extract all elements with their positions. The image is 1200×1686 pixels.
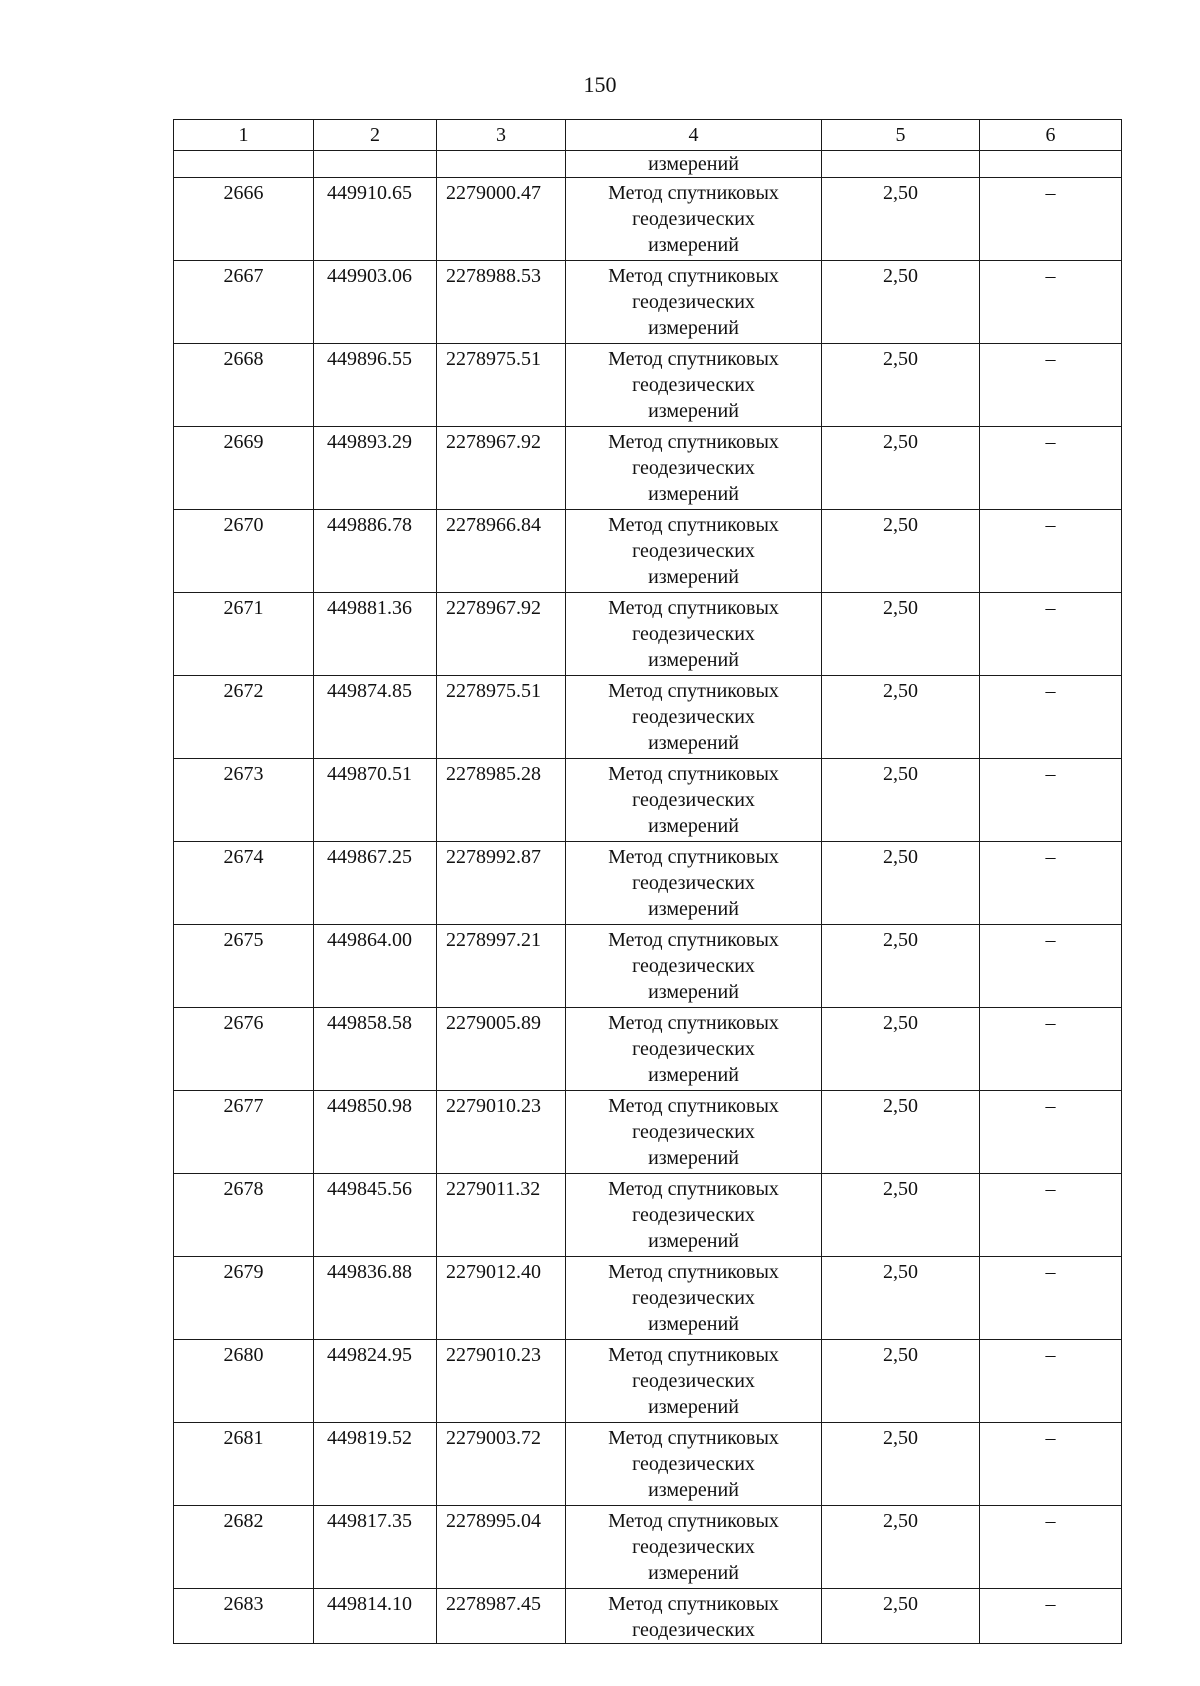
method-line: Метод спутниковых (608, 1095, 779, 1117)
method-line: измерений (648, 1064, 739, 1086)
table-row (174, 1091, 1122, 1174)
x-coordinate-cell: 449893.29 (314, 427, 437, 510)
x-coordinate-cell: 449817.35 (314, 1506, 437, 1589)
note-cell: – (980, 1008, 1122, 1091)
method-cell (566, 1506, 822, 1589)
accuracy-cell: 2,50 (822, 759, 980, 842)
method-line: измерений (648, 732, 739, 754)
point-number-cell: 2674 (174, 842, 314, 925)
x-coordinate-cell: 449881.36 (314, 593, 437, 676)
column-header: 2 (314, 120, 437, 151)
method-cell (566, 344, 822, 427)
table-row (174, 1423, 1122, 1506)
x-coordinate-cell: 449903.06 (314, 261, 437, 344)
method-line: геодезических (632, 1287, 755, 1309)
method-cell (566, 676, 822, 759)
y-coordinate-cell: 2278966.84 (437, 510, 566, 593)
accuracy-cell: 2,50 (822, 1257, 980, 1340)
note-cell: – (980, 1423, 1122, 1506)
accuracy-cell: 2,50 (822, 1423, 980, 1506)
accuracy-cell: 2,50 (822, 1091, 980, 1174)
y-coordinate-cell: 2278985.28 (437, 759, 566, 842)
method-line: измерений (648, 898, 739, 920)
method-line: геодезических (632, 623, 755, 645)
method-line: геодезических (632, 457, 755, 479)
method-line: геодезических (632, 291, 755, 313)
coordinates-table (173, 119, 1122, 1644)
method-line: Метод спутниковых (608, 1427, 779, 1449)
method-line: геодезических (632, 789, 755, 811)
note-cell: – (980, 1091, 1122, 1174)
method-line: Метод спутниковых (608, 680, 779, 702)
accuracy-cell: 2,50 (822, 1008, 980, 1091)
method-line: геодезических (632, 1121, 755, 1143)
method-cell (566, 1257, 822, 1340)
point-number-cell: 2679 (174, 1257, 314, 1340)
method-cell (566, 261, 822, 344)
method-line: геодезических (632, 1453, 755, 1475)
table-row (174, 344, 1122, 427)
accuracy-cell: 2,50 (822, 510, 980, 593)
method-line: Метод спутниковых (608, 1178, 779, 1200)
method-line: Метод спутниковых (608, 348, 779, 370)
accuracy-cell: 2,50 (822, 344, 980, 427)
method-line: Метод спутниковых (608, 1510, 779, 1532)
y-coordinate-cell: 2278975.51 (437, 344, 566, 427)
accuracy-cell: 2,50 (822, 178, 980, 261)
method-line: измерений (648, 815, 739, 837)
method-cell (566, 1340, 822, 1423)
table-row (174, 593, 1122, 676)
empty-cell (314, 151, 437, 178)
table-row (174, 178, 1122, 261)
y-coordinate-cell: 2279012.40 (437, 1257, 566, 1340)
method-line: измерений (648, 1562, 739, 1584)
point-number-cell: 2669 (174, 427, 314, 510)
method-line: Метод спутниковых (608, 763, 779, 785)
header-row (174, 120, 1122, 151)
x-coordinate-cell: 449824.95 (314, 1340, 437, 1423)
note-cell: – (980, 1340, 1122, 1423)
page-number: 150 (583, 72, 617, 97)
method-line: измерений (648, 483, 739, 505)
x-coordinate-cell: 449819.52 (314, 1423, 437, 1506)
method-cell (566, 1008, 822, 1091)
method-line: измерений (648, 317, 739, 339)
point-number-cell: 2671 (174, 593, 314, 676)
point-number-cell: 2670 (174, 510, 314, 593)
method-line: измерений (648, 649, 739, 671)
method-cell (566, 510, 822, 593)
point-number-cell: 2673 (174, 759, 314, 842)
table-row (174, 1257, 1122, 1340)
x-coordinate-cell: 449850.98 (314, 1091, 437, 1174)
method-line: измерений (648, 400, 739, 422)
method-line: измерений (648, 1396, 739, 1418)
x-coordinate-cell: 449836.88 (314, 1257, 437, 1340)
point-number-cell: 2666 (174, 178, 314, 261)
table-row (174, 427, 1122, 510)
x-coordinate-cell: 449874.85 (314, 676, 437, 759)
y-coordinate-cell: 2279010.23 (437, 1091, 566, 1174)
continuation-row (174, 151, 1122, 178)
note-cell: – (980, 344, 1122, 427)
table-row (174, 1506, 1122, 1589)
method-cell (566, 593, 822, 676)
empty-cell (822, 151, 980, 178)
method-line: геодезических (632, 374, 755, 396)
method-line: геодезических (632, 540, 755, 562)
x-coordinate-cell: 449814.10 (314, 1589, 437, 1644)
table-row (174, 676, 1122, 759)
point-number-cell: 2677 (174, 1091, 314, 1174)
note-cell: – (980, 178, 1122, 261)
method-line: геодезических (632, 1619, 755, 1641)
x-coordinate-cell: 449858.58 (314, 1008, 437, 1091)
table-row (174, 925, 1122, 1008)
column-header: 4 (566, 120, 822, 151)
method-cell (566, 759, 822, 842)
table-row (174, 1589, 1122, 1644)
method-line: геодезических (632, 955, 755, 977)
method-line: геодезических (632, 1204, 755, 1226)
accuracy-cell: 2,50 (822, 593, 980, 676)
method-cell (566, 925, 822, 1008)
y-coordinate-cell: 2278988.53 (437, 261, 566, 344)
x-coordinate-cell: 449845.56 (314, 1174, 437, 1257)
continuation-text: измерений (566, 151, 822, 178)
empty-cell (980, 151, 1122, 178)
x-coordinate-cell: 449886.78 (314, 510, 437, 593)
point-number-cell: 2683 (174, 1589, 314, 1644)
accuracy-cell: 2,50 (822, 925, 980, 1008)
y-coordinate-cell: 2278992.87 (437, 842, 566, 925)
method-line: измерений (648, 1479, 739, 1501)
point-number-cell: 2668 (174, 344, 314, 427)
method-line: Метод спутниковых (608, 431, 779, 453)
method-cell (566, 427, 822, 510)
method-line: Метод спутниковых (608, 1012, 779, 1034)
x-coordinate-cell: 449867.25 (314, 842, 437, 925)
point-number-cell: 2682 (174, 1506, 314, 1589)
accuracy-cell: 2,50 (822, 1174, 980, 1257)
y-coordinate-cell: 2279000.47 (437, 178, 566, 261)
method-line: измерений (648, 1147, 739, 1169)
y-coordinate-cell: 2278967.92 (437, 427, 566, 510)
point-number-cell: 2676 (174, 1008, 314, 1091)
table-row (174, 261, 1122, 344)
note-cell: – (980, 593, 1122, 676)
y-coordinate-cell: 2278995.04 (437, 1506, 566, 1589)
method-line: Метод спутниковых (608, 1344, 779, 1366)
point-number-cell: 2680 (174, 1340, 314, 1423)
point-number-cell: 2667 (174, 261, 314, 344)
method-line: Метод спутниковых (608, 929, 779, 951)
note-cell: – (980, 925, 1122, 1008)
note-cell: – (980, 1589, 1122, 1644)
table-row (174, 1008, 1122, 1091)
method-cell (566, 1174, 822, 1257)
column-header: 5 (822, 120, 980, 151)
table-row (174, 1340, 1122, 1423)
method-line: геодезических (632, 1536, 755, 1558)
method-line: геодезических (632, 1370, 755, 1392)
method-cell (566, 1589, 822, 1644)
point-number-cell: 2675 (174, 925, 314, 1008)
table-row (174, 842, 1122, 925)
method-line: геодезических (632, 706, 755, 728)
y-coordinate-cell: 2279010.23 (437, 1340, 566, 1423)
method-line: геодезических (632, 1038, 755, 1060)
empty-cell (174, 151, 314, 178)
accuracy-cell: 2,50 (822, 1506, 980, 1589)
note-cell: – (980, 1506, 1122, 1589)
table-body (174, 120, 1122, 1644)
x-coordinate-cell: 449896.55 (314, 344, 437, 427)
note-cell: – (980, 1174, 1122, 1257)
y-coordinate-cell: 2278975.51 (437, 676, 566, 759)
table-row (174, 759, 1122, 842)
table-row (174, 1174, 1122, 1257)
x-coordinate-cell: 449910.65 (314, 178, 437, 261)
column-header: 3 (437, 120, 566, 151)
method-line: измерений (648, 1313, 739, 1335)
point-number-cell: 2672 (174, 676, 314, 759)
x-coordinate-cell: 449870.51 (314, 759, 437, 842)
method-cell (566, 1423, 822, 1506)
table-row (174, 510, 1122, 593)
method-cell (566, 842, 822, 925)
x-coordinate-cell: 449864.00 (314, 925, 437, 1008)
method-line: Метод спутниковых (608, 1593, 779, 1615)
method-cell (566, 1091, 822, 1174)
point-number-cell: 2681 (174, 1423, 314, 1506)
y-coordinate-cell: 2279005.89 (437, 1008, 566, 1091)
y-coordinate-cell: 2278967.92 (437, 593, 566, 676)
method-line: измерений (648, 1230, 739, 1252)
accuracy-cell: 2,50 (822, 1589, 980, 1644)
method-line: Метод спутниковых (608, 597, 779, 619)
y-coordinate-cell: 2278987.45 (437, 1589, 566, 1644)
method-line: измерений (648, 234, 739, 256)
note-cell: – (980, 1257, 1122, 1340)
method-line: измерений (648, 981, 739, 1003)
method-line: геодезических (632, 208, 755, 230)
accuracy-cell: 2,50 (822, 676, 980, 759)
y-coordinate-cell: 2279003.72 (437, 1423, 566, 1506)
point-number-cell: 2678 (174, 1174, 314, 1257)
method-line: Метод спутниковых (608, 182, 779, 204)
note-cell: – (980, 759, 1122, 842)
method-line: Метод спутниковых (608, 265, 779, 287)
note-cell: – (980, 510, 1122, 593)
column-header: 6 (980, 120, 1122, 151)
accuracy-cell: 2,50 (822, 261, 980, 344)
empty-cell (437, 151, 566, 178)
accuracy-cell: 2,50 (822, 842, 980, 925)
method-line: геодезических (632, 872, 755, 894)
method-line: Метод спутниковых (608, 514, 779, 536)
note-cell: – (980, 842, 1122, 925)
accuracy-cell: 2,50 (822, 427, 980, 510)
note-cell: – (980, 676, 1122, 759)
method-line: измерений (648, 566, 739, 588)
note-cell: – (980, 427, 1122, 510)
accuracy-cell: 2,50 (822, 1340, 980, 1423)
method-cell (566, 178, 822, 261)
y-coordinate-cell: 2278997.21 (437, 925, 566, 1008)
column-header: 1 (174, 120, 314, 151)
method-line: Метод спутниковых (608, 1261, 779, 1283)
note-cell: – (980, 261, 1122, 344)
y-coordinate-cell: 2279011.32 (437, 1174, 566, 1257)
method-line: Метод спутниковых (608, 846, 779, 868)
